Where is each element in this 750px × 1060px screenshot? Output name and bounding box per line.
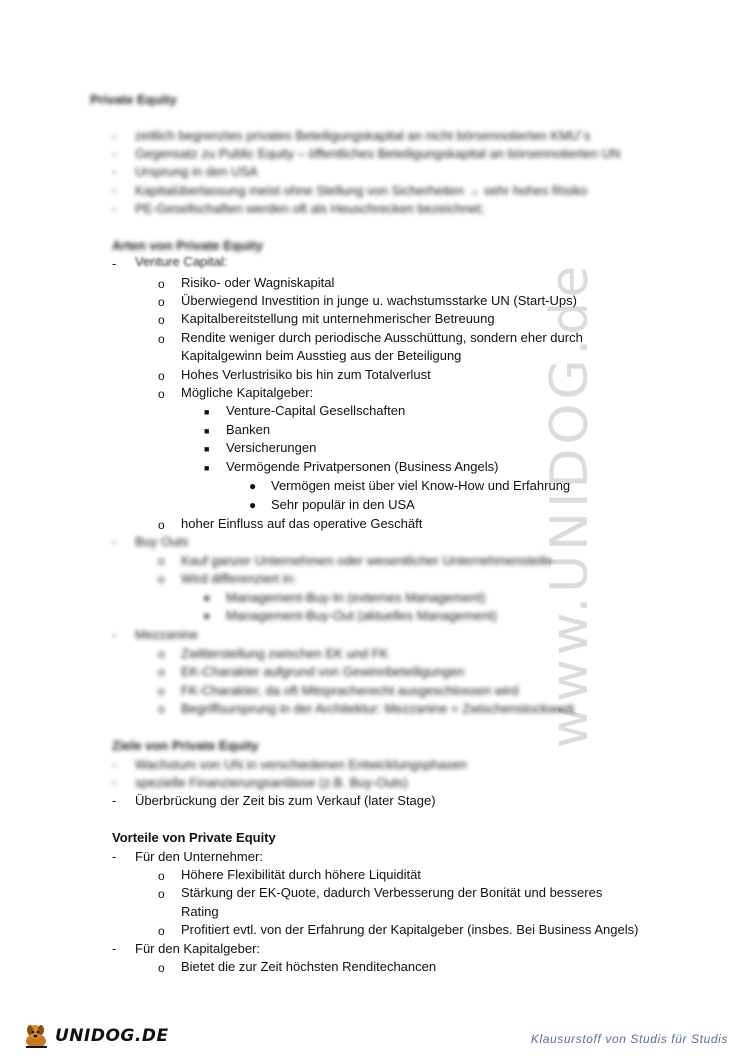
unternehmer-item-continuation: Rating	[181, 904, 219, 919]
dot-marker: ●	[249, 479, 257, 493]
circle-marker: o	[158, 518, 165, 532]
square-marker: ■	[204, 407, 210, 417]
dash-marker: -	[112, 256, 117, 271]
venture-item: Hohes Verlustrisiko bis hin zum Totalverlust	[181, 367, 431, 382]
dash-marker: -	[112, 941, 117, 956]
circle-marker: o	[158, 572, 165, 586]
mezzanine-item: EK-Charakter aufgrund von Gewinnbeteiligungen	[181, 664, 465, 679]
section-heading-vorteile: Vorteile von Private Equity	[112, 830, 276, 845]
dash-marker: -	[112, 757, 117, 772]
intro-bullet: PE-Gesellschaften werden oft als Heuschrecken bezeichnet;	[135, 201, 485, 216]
section-heading-ziele: Ziele von Private Equity	[112, 738, 259, 753]
kapitalgeber-advantage-item: Bietet die zur Zeit höchsten Renditechancen	[181, 959, 437, 974]
circle-marker: o	[158, 387, 165, 401]
dash-marker: -	[112, 201, 117, 216]
unternehmer-label: Für den Unternehmer:	[135, 849, 263, 864]
circle-marker: o	[158, 665, 165, 679]
footer-logo	[22, 1018, 169, 1054]
dash-marker: -	[112, 627, 117, 642]
intro-bullet: zeitlich begrenztes privates Beteiligungskapital an nicht börsennotierten KMU´s	[135, 128, 591, 143]
circle-marker: o	[158, 295, 165, 309]
kapitalgeber-item: Vermögende Privatpersonen (Business Angels)	[226, 459, 499, 474]
venture-item: Kapitalbereitstellung mit unternehmerischer Betreuung	[181, 311, 495, 326]
business-angels-item: Vermögen meist über viel Know-How und Erfahrung	[271, 478, 571, 493]
dash-marker: -	[112, 775, 117, 790]
ziele-item: Überbrückung der Zeit bis zum Verkauf (later Stage)	[135, 793, 436, 808]
venture-item-last: hoher Einfluss auf das operative Geschäft	[181, 516, 423, 531]
circle-marker: o	[158, 332, 165, 346]
kapitalgeber-item: Banken	[226, 422, 271, 437]
mezzanine-label: Mezzanine	[135, 627, 198, 642]
ziele-item: spezielle Finanzierungsanlässe (z.B. Buy-Outs)	[135, 775, 409, 790]
section-heading-arten: Arten von Private Equity	[112, 238, 263, 253]
buyouts-item: Kauf ganzer Unternehmen oder wesentlicher Unternehmensteile	[181, 553, 552, 568]
square-marker: ■	[204, 463, 210, 473]
buyouts-item: Wird differenziert in:	[181, 571, 297, 586]
dash-marker: -	[112, 146, 117, 161]
venture-item: Risiko- oder Wagniskapital	[181, 275, 335, 290]
circle-marker: o	[158, 369, 165, 383]
dash-marker: -	[112, 849, 117, 864]
kapitalgeber-item: Versicherungen	[226, 440, 317, 455]
circle-marker: o	[158, 277, 165, 291]
mezzanine-item: Begriffsursprung in der Architektur: Mezzanine = Zwischenstockwerk	[181, 701, 575, 716]
venture-item: Rendite weniger durch periodische Ausschüttung, sondern eher durch	[181, 330, 583, 345]
dash-marker: -	[112, 793, 117, 808]
kapitalgeber-item: Venture-Capital Gesellschaften	[226, 403, 406, 418]
watermark: www.UNIDOG.de	[540, 261, 600, 749]
page-title: Private Equity	[90, 92, 177, 107]
logo-text: UNIDOG.DE	[55, 1026, 169, 1046]
dash-marker: -	[112, 128, 117, 143]
dash-marker: -	[112, 164, 117, 179]
buyouts-label: Buy Outs	[135, 534, 189, 549]
circle-marker: o	[158, 702, 165, 716]
dot-marker: ●	[249, 498, 257, 512]
intro-bullet: Kapitalüberlassung meist ohne Stellung von Sicherheiten → sehr hohes Risiko	[135, 183, 588, 198]
venture-capital-label: Venture Capital:	[135, 254, 228, 269]
buyouts-sub-item: Management-Buy-In (externes Management)	[226, 590, 486, 605]
venture-item: Mögliche Kapitalgeber:	[181, 385, 314, 400]
mezzanine-item: FK-Charakter, da oft Mitspracherecht ausgeschlossen wird	[181, 683, 519, 698]
unternehmer-item: Stärkung der EK-Quote, dadurch Verbesserung der Bonität und besseres	[181, 885, 603, 900]
unternehmer-item: Profitiert evtl. von der Erfahrung der Kapitalgeber (insbes. Bei Business Angels)	[181, 922, 639, 937]
intro-bullet: Gegensatz zu Public Equity – öffentliches Beteiligungskapital an börsennotierten UN	[135, 146, 621, 161]
circle-marker: o	[158, 887, 165, 901]
intro-bullet: Ursprung in den USA	[135, 164, 258, 179]
business-angels-item: Sehr populär in den USA	[271, 497, 415, 512]
ziele-item: Wachstum von UN in verschiedenen Entwicklungsphasen	[135, 757, 467, 772]
square-marker: ■	[204, 426, 210, 436]
circle-marker: o	[158, 313, 165, 327]
dash-marker: -	[112, 183, 117, 198]
circle-marker: o	[158, 924, 165, 938]
square-marker: ■	[204, 444, 210, 454]
buyouts-sub-item: Management-Buy-Out (aktuelles Management)	[226, 608, 497, 623]
dog-logo-icon	[22, 1022, 52, 1050]
dash-marker: -	[112, 534, 117, 549]
circle-marker: o	[158, 869, 165, 883]
circle-marker: o	[158, 647, 165, 661]
venture-item: Überwiegend Investition in junge u. wachstumsstarke UN (Start-Ups)	[181, 293, 577, 308]
unternehmer-item: Höhere Flexibilität durch höhere Liquidität	[181, 867, 421, 882]
mezzanine-item: Zwitterstellung zwischen EK und FK	[181, 646, 389, 661]
kapitalgeber-label: Für den Kapitalgeber:	[135, 941, 261, 956]
circle-marker: o	[158, 684, 165, 698]
footer-tagline: Klausurstoff von Studis für Studis	[530, 1032, 728, 1046]
square-marker: ■	[204, 593, 210, 603]
circle-marker: o	[158, 961, 165, 975]
circle-marker: o	[158, 554, 165, 568]
venture-item-continuation: Kapitalgewinn beim Ausstieg aus der Beteiligung	[181, 348, 462, 363]
square-marker: ■	[204, 611, 210, 621]
